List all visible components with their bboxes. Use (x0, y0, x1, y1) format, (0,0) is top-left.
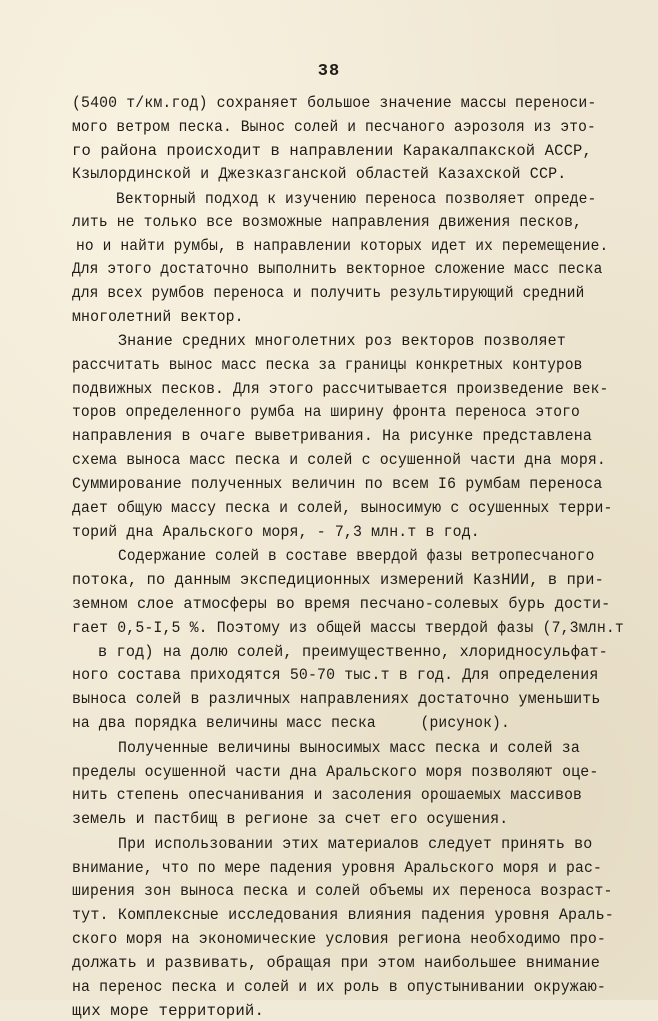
text-line: Суммирование полученных величин по всем I6 румбам переноса (72, 475, 603, 493)
text-line: Векторный подход к изучению переноса позволяет опреде- (116, 190, 597, 208)
text-line: схема выноса масс песка и солей с осушенной части дна моря. (72, 451, 606, 469)
text-line: земном слое атмосферы во время песчано-солевых бурь дости- (72, 595, 611, 613)
text-line: многолетний вектор. (72, 308, 244, 326)
page-number: 38 (317, 62, 341, 81)
text-line: для всех румбов переноса и получить результирующий средний (72, 284, 585, 302)
text-line: в год) на долю солей, преимущественно, хлоридносульфат- (98, 643, 608, 661)
text-line: пределы осушенной части дна Аральского моря позволяют оце- (72, 763, 599, 781)
text-line: земель и пастбищ в регионе за счет его осушения. (72, 810, 509, 828)
text-line: должать и развивать, обращая при этом наибольшее внимание (72, 954, 600, 972)
text-line: торий дна Аральского моря, - 7,3 млн.т в год. (72, 523, 480, 541)
text-line: внимание, что по мере падения уровня Аральского моря и рас- (72, 859, 602, 877)
text-line: тут. Комплексные исследования влияния падения уровня Араль- (72, 906, 614, 924)
text-line: Кзылординской и Джезказганской областей Казахской ССР. (72, 165, 567, 183)
text-line: гает 0,5-I,5 %. Поэтому из общей массы твердой фазы (7,3млн.т (72, 619, 624, 637)
text-line: торов определенного румба на ширину фронта переноса этого (72, 403, 580, 421)
text-line: лить не только все возможные направления движения песков, (72, 213, 582, 231)
text-line: потока, по данным экспедиционных измерений КазНИИ, в при- (72, 571, 604, 589)
text-line: Знание средних многолетних роз векторов позволяет (118, 332, 566, 350)
text-line: на перенос песка и солей и их роль в опустынивании окружаю- (72, 978, 606, 996)
text-line: дает общую массу песка и солей, выносимую с осушенных терри- (72, 499, 613, 517)
text-line: Полученные величины выносимых масс песка и солей за (118, 739, 580, 757)
text-line: нить степень опесчанивания и засоления орошаемых массивов (72, 786, 582, 804)
text-line: ширения зон выноса песка и солей объемы их переноса возраст- (72, 882, 613, 900)
text-line: рассчитать вынос масс песка за границы конкретных контуров (72, 356, 583, 374)
text-line: на два порядка величины масс песка (рисунок). (72, 714, 510, 732)
text-line: направления в очаге выветривания. На рисунке представлена (72, 427, 592, 445)
text-line: мого ветром песка. Вынос солей и песчаного аэрозоля из это- (72, 118, 596, 136)
text-line: ного состава приходятся 50-70 тыс.т в год. Для определения (72, 666, 599, 684)
text-line: При использовании этих материалов следует принять во (118, 835, 593, 853)
text-line: го района происходит в направлении Каракалпакской АССР, (72, 142, 592, 160)
text-line: (5400 т/км.год) сохраняет большое значение массы переноси- (72, 94, 597, 112)
text-line: Содержание солей в составе ввердой фазы ветропесчаного (118, 547, 595, 565)
text-line: но и найти румбы, в направлении которых идет их перемещение. (76, 237, 609, 255)
text-line: щих море территорий. (72, 1002, 265, 1020)
text-line: ского моря на экономические условия региона необходимо про- (72, 930, 606, 948)
text-line: Для этого достаточно выполнить векторное сложение масс песка (72, 260, 603, 278)
text-line: выноса солей в различных направлениях достаточно уменьшить (72, 690, 601, 708)
text-line: подвижных песков. Для этого рассчитывается произведение век- (72, 380, 609, 398)
